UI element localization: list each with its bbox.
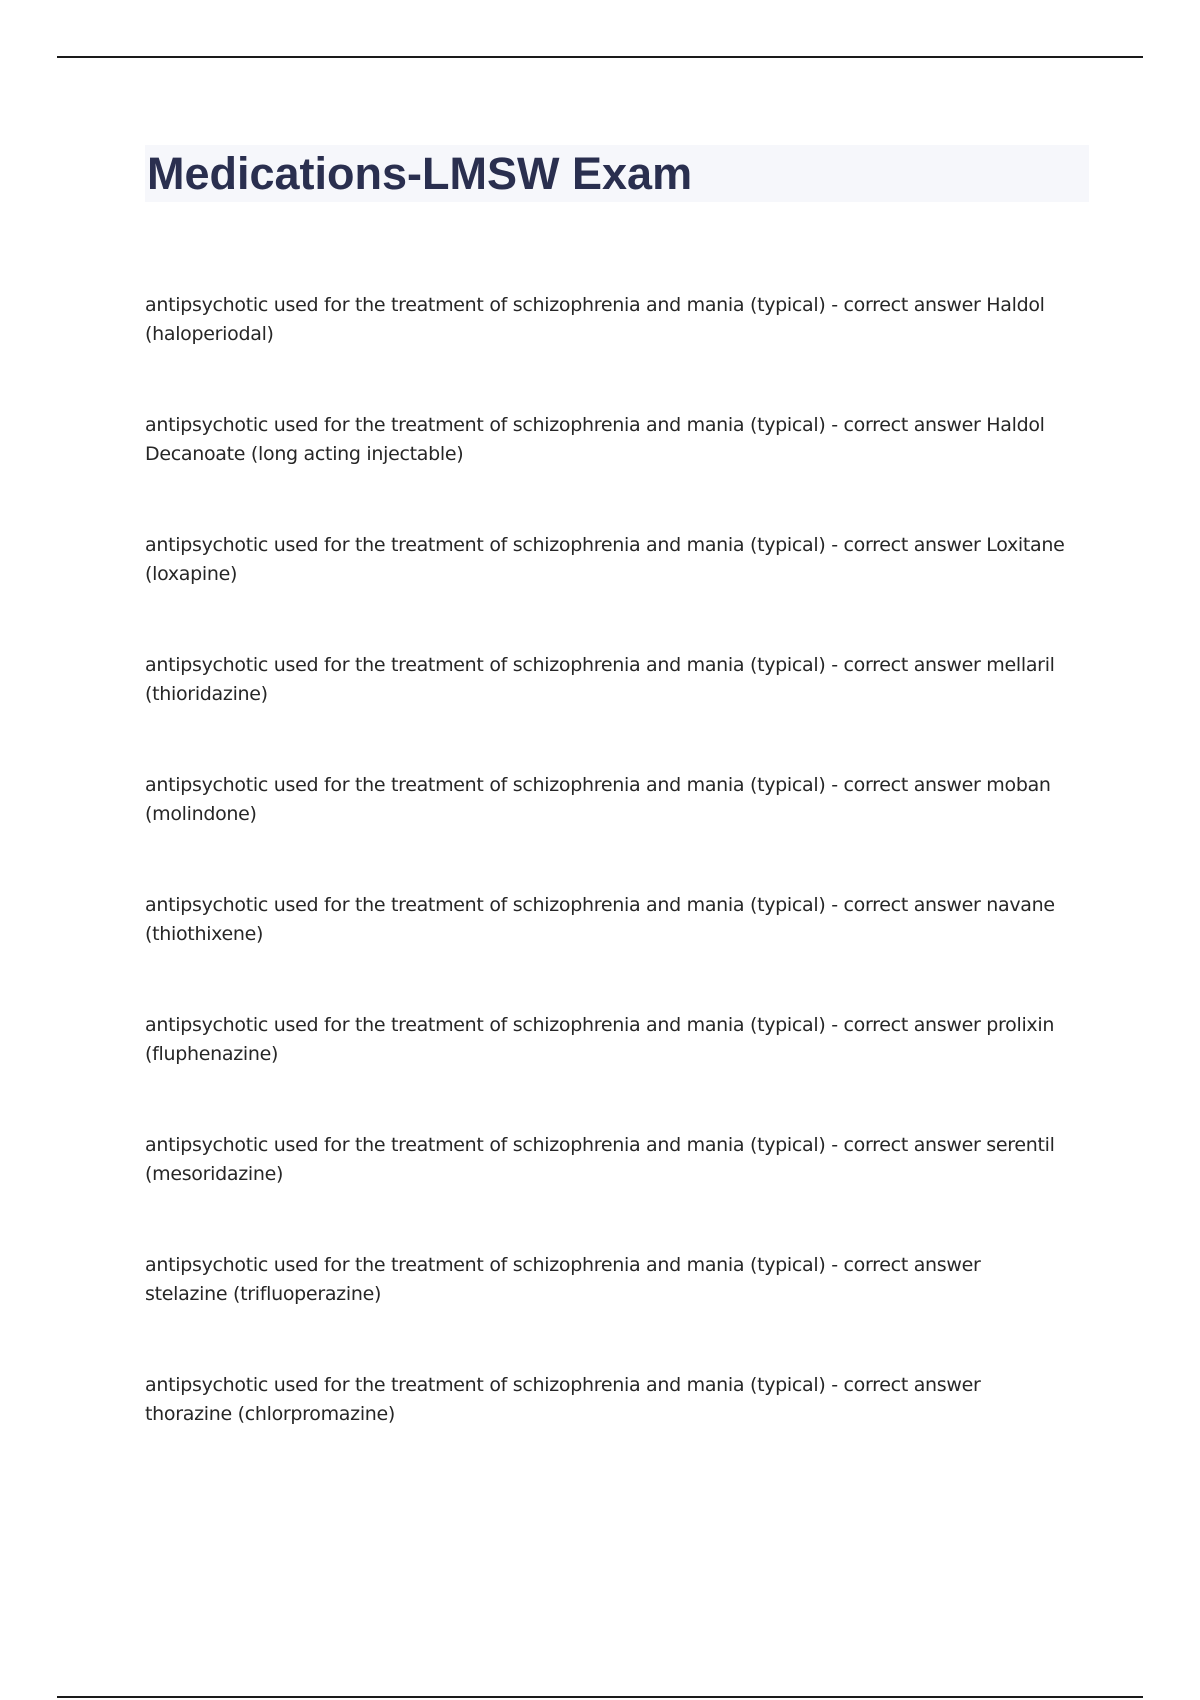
qa-question: antipsychotic used for the treatment of schizophrenia and mania (typical) bbox=[145, 1014, 826, 1036]
qa-item bbox=[145, 1371, 1065, 1491]
qa-question: antipsychotic used for the treatment of schizophrenia and mania (typical) bbox=[145, 294, 826, 316]
footer-divider bbox=[57, 1696, 1143, 1698]
qa-question: antipsychotic used for the treatment of schizophrenia and mania (typical) bbox=[145, 534, 826, 556]
qa-answer: Loxitane (loxapine) bbox=[145, 534, 1065, 585]
qa-question: antipsychotic used for the treatment of schizophrenia and mania (typical) bbox=[145, 1254, 826, 1276]
qa-separator: - correct answer bbox=[825, 294, 987, 316]
qa-question: antipsychotic used for the treatment of schizophrenia and mania (typical) bbox=[145, 654, 826, 676]
qa-separator: - correct answer bbox=[825, 1254, 981, 1276]
qa-question: antipsychotic used for the treatment of schizophrenia and mania (typical) bbox=[145, 1134, 826, 1156]
qa-question: antipsychotic used for the treatment of schizophrenia and mania (typical) bbox=[145, 774, 826, 796]
qa-item bbox=[145, 651, 1065, 771]
qa-answer: stelazine (trifluoperazine) bbox=[145, 1283, 382, 1305]
qa-question: antipsychotic used for the treatment of schizophrenia and mania (typical) bbox=[145, 1374, 826, 1396]
header-divider bbox=[57, 56, 1143, 58]
qa-separator: - correct answer bbox=[825, 774, 987, 796]
qa-answer: Haldol Decanoate (long acting injectable) bbox=[145, 414, 1045, 465]
qa-question: antipsychotic used for the treatment of schizophrenia and mania (typical) bbox=[145, 894, 826, 916]
qa-item bbox=[145, 891, 1065, 1011]
qa-answer: Haldol (haloperiodal) bbox=[145, 294, 1045, 345]
qa-item bbox=[145, 531, 1065, 651]
qa-question: antipsychotic used for the treatment of schizophrenia and mania (typical) bbox=[145, 414, 826, 436]
qa-answer: mellaril (thioridazine) bbox=[145, 654, 1055, 705]
qa-answer: serentil (mesoridazine) bbox=[145, 1134, 1055, 1185]
qa-separator: - correct answer bbox=[825, 1374, 981, 1396]
qa-separator: - correct answer bbox=[825, 894, 987, 916]
page-title: Medications-LMSW Exam bbox=[147, 148, 693, 199]
qa-answer: prolixin (fluphenazine) bbox=[145, 1014, 1055, 1065]
qa-item bbox=[145, 1251, 1065, 1371]
qa-answer: thorazine (chlorpromazine) bbox=[145, 1403, 396, 1425]
qa-separator: - correct answer bbox=[825, 654, 987, 676]
qa-separator: - correct answer bbox=[825, 1134, 987, 1156]
qa-item bbox=[145, 1131, 1065, 1251]
qa-list bbox=[145, 291, 1065, 1491]
qa-item bbox=[145, 291, 1065, 411]
qa-item bbox=[145, 1011, 1065, 1131]
qa-separator: - correct answer bbox=[825, 414, 987, 436]
qa-item bbox=[145, 771, 1065, 891]
qa-separator: - correct answer bbox=[825, 1014, 987, 1036]
title-banner bbox=[145, 145, 1089, 202]
qa-answer: moban (molindone) bbox=[145, 774, 1051, 825]
qa-separator: - correct answer bbox=[825, 534, 987, 556]
qa-item bbox=[145, 411, 1065, 531]
qa-answer: navane (thiothixene) bbox=[145, 894, 1055, 945]
